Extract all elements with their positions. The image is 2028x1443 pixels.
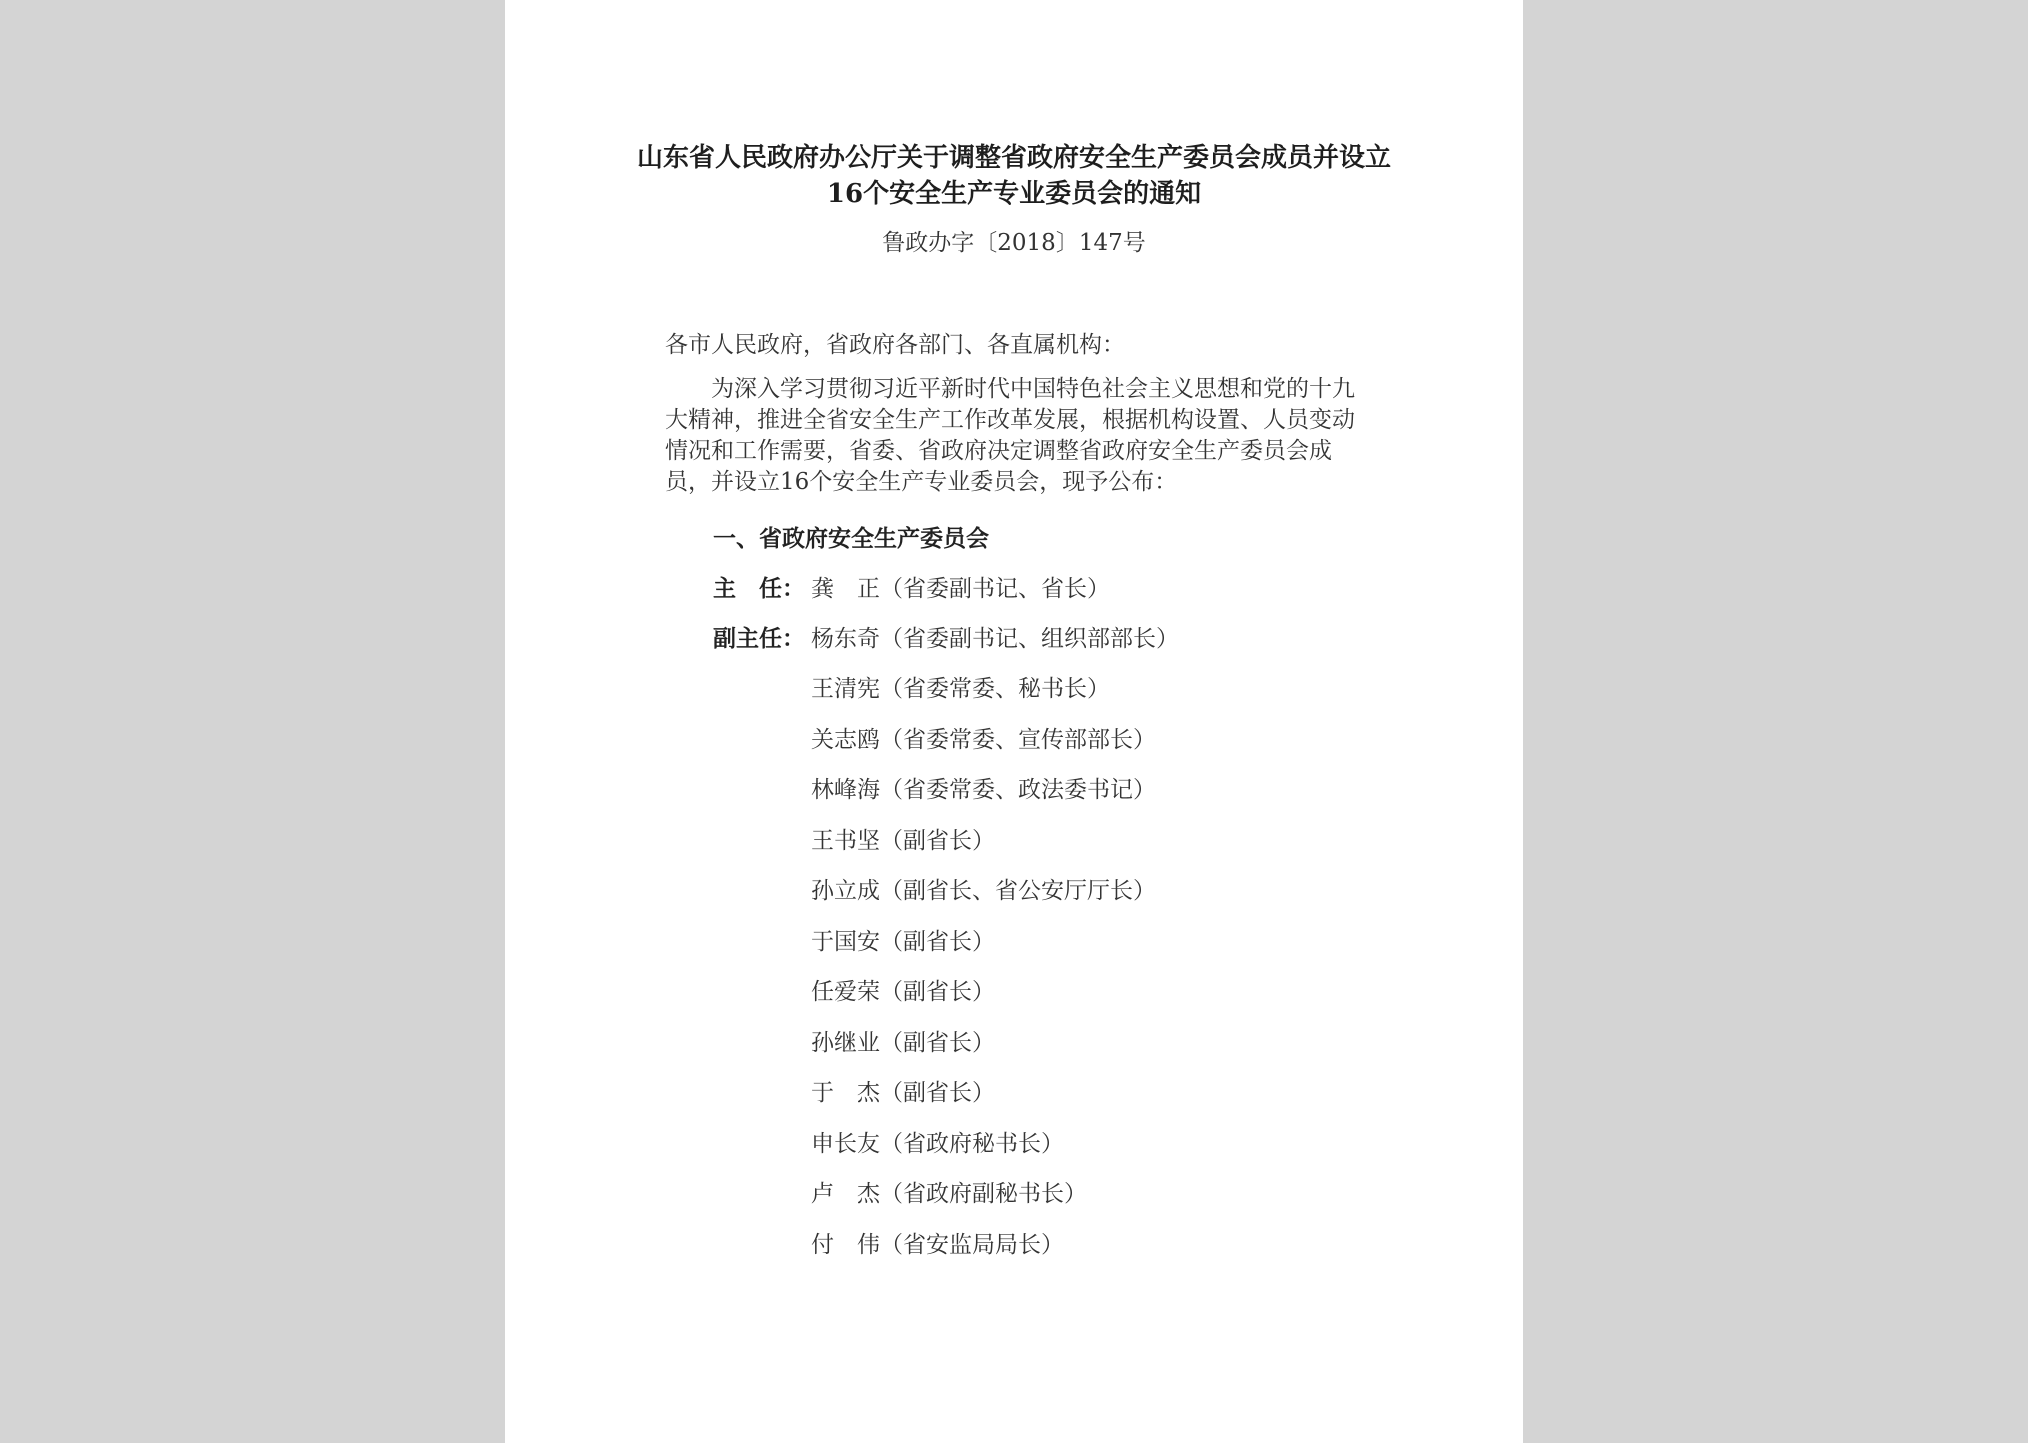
deputy-entry: 杨东奇（省委副书记、组织部部长） — [811, 626, 1179, 652]
document-page — [505, 0, 1523, 1443]
director-label: 主 任： — [713, 575, 805, 602]
director-entry: 龚 正（省委副书记、省长） — [811, 576, 1110, 602]
deputy-entry: 孙继业（副省长） — [811, 1030, 995, 1056]
deputy-entry: 付 伟（省安监局局长） — [811, 1232, 1064, 1258]
deputy-entry: 卢 杰（省政府副秘书长） — [811, 1181, 1087, 1207]
deputy-entry: 王清宪（省委常委、秘书长） — [811, 676, 1110, 702]
deputy-entry: 关志鸥（省委常委、宣传部部长） — [811, 727, 1156, 753]
deputy-entry: 任爱荣（副省长） — [811, 979, 995, 1005]
intro-paragraph: 为深入学习贯彻习近平新时代中国特色社会主义思想和党的十九大精神，推进全省安全生产工作改革发展，根据机构设置、人员变动情况和工作需要，省委、省政府决定调整省政府安全生产委员会成员，并设立16个安全生产专业委员会，现予公布： — [665, 376, 1355, 495]
deputy-label: 副主任： — [713, 625, 805, 652]
document-title — [505, 140, 1523, 212]
title-line-2: 16个安全生产专业委员会的通知 — [826, 179, 1202, 209]
section-heading: 一、省政府安全生产委员会 — [713, 525, 989, 552]
deputy-entry: 申长友（省政府秘书长） — [811, 1131, 1064, 1157]
title-line-1: 山东省人民政府办公厅关于调整省政府安全生产委员会成员并设立 — [636, 143, 1391, 173]
deputy-entry: 孙立成（副省长、省公安厅厅长） — [811, 878, 1156, 904]
document-number: 鲁政办字〔2018〕147号 — [882, 230, 1146, 256]
deputy-entry: 王书坚（副省长） — [811, 828, 995, 854]
addressee: 各市人民政府，省政府各部门、各直属机构： — [665, 332, 1125, 358]
deputy-entry: 于国安（副省长） — [811, 929, 995, 955]
deputy-entry: 林峰海（省委常委、政法委书记） — [811, 777, 1156, 803]
deputy-entry: 于 杰（副省长） — [811, 1080, 995, 1106]
